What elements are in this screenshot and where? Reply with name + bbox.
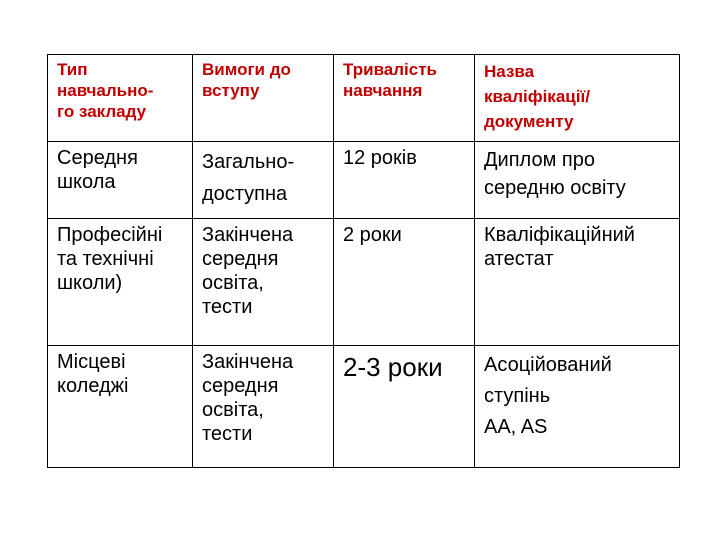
- table-row: [48, 219, 680, 346]
- education-table: [47, 54, 680, 468]
- cell-duration: 2 роки: [334, 219, 475, 346]
- header-cell-qualification: Назва кваліфікації/ документу: [475, 55, 680, 142]
- cell-duration: 12 років: [334, 142, 475, 219]
- cell-admission-requirements: Закінчена середня освіта, тести: [193, 219, 334, 346]
- table-row: [48, 346, 680, 468]
- header-cell-duration: Тривалість навчання: [334, 55, 475, 142]
- header-cell-admission-requirements: Вимоги до вступу: [193, 55, 334, 142]
- table-row: [48, 142, 680, 219]
- cell-qualification: Асоційований ступінь AA, AS: [475, 346, 680, 468]
- cell-duration: 2-3 роки: [334, 346, 475, 468]
- cell-qualification: Кваліфікаційний атестат: [475, 219, 680, 346]
- cell-institution-type: Середня школа: [48, 142, 193, 219]
- table-header-row: [48, 55, 680, 142]
- cell-institution-type: Місцеві коледжі: [48, 346, 193, 468]
- header-cell-institution-type: Тип навчально- го закладу: [48, 55, 193, 142]
- cell-admission-requirements: Закінчена середня освіта, тести: [193, 346, 334, 468]
- cell-qualification: Диплом про середню освіту: [475, 142, 680, 219]
- cell-admission-requirements: Загально- доступна: [193, 142, 334, 219]
- cell-institution-type: Професійні та технічні школи): [48, 219, 193, 346]
